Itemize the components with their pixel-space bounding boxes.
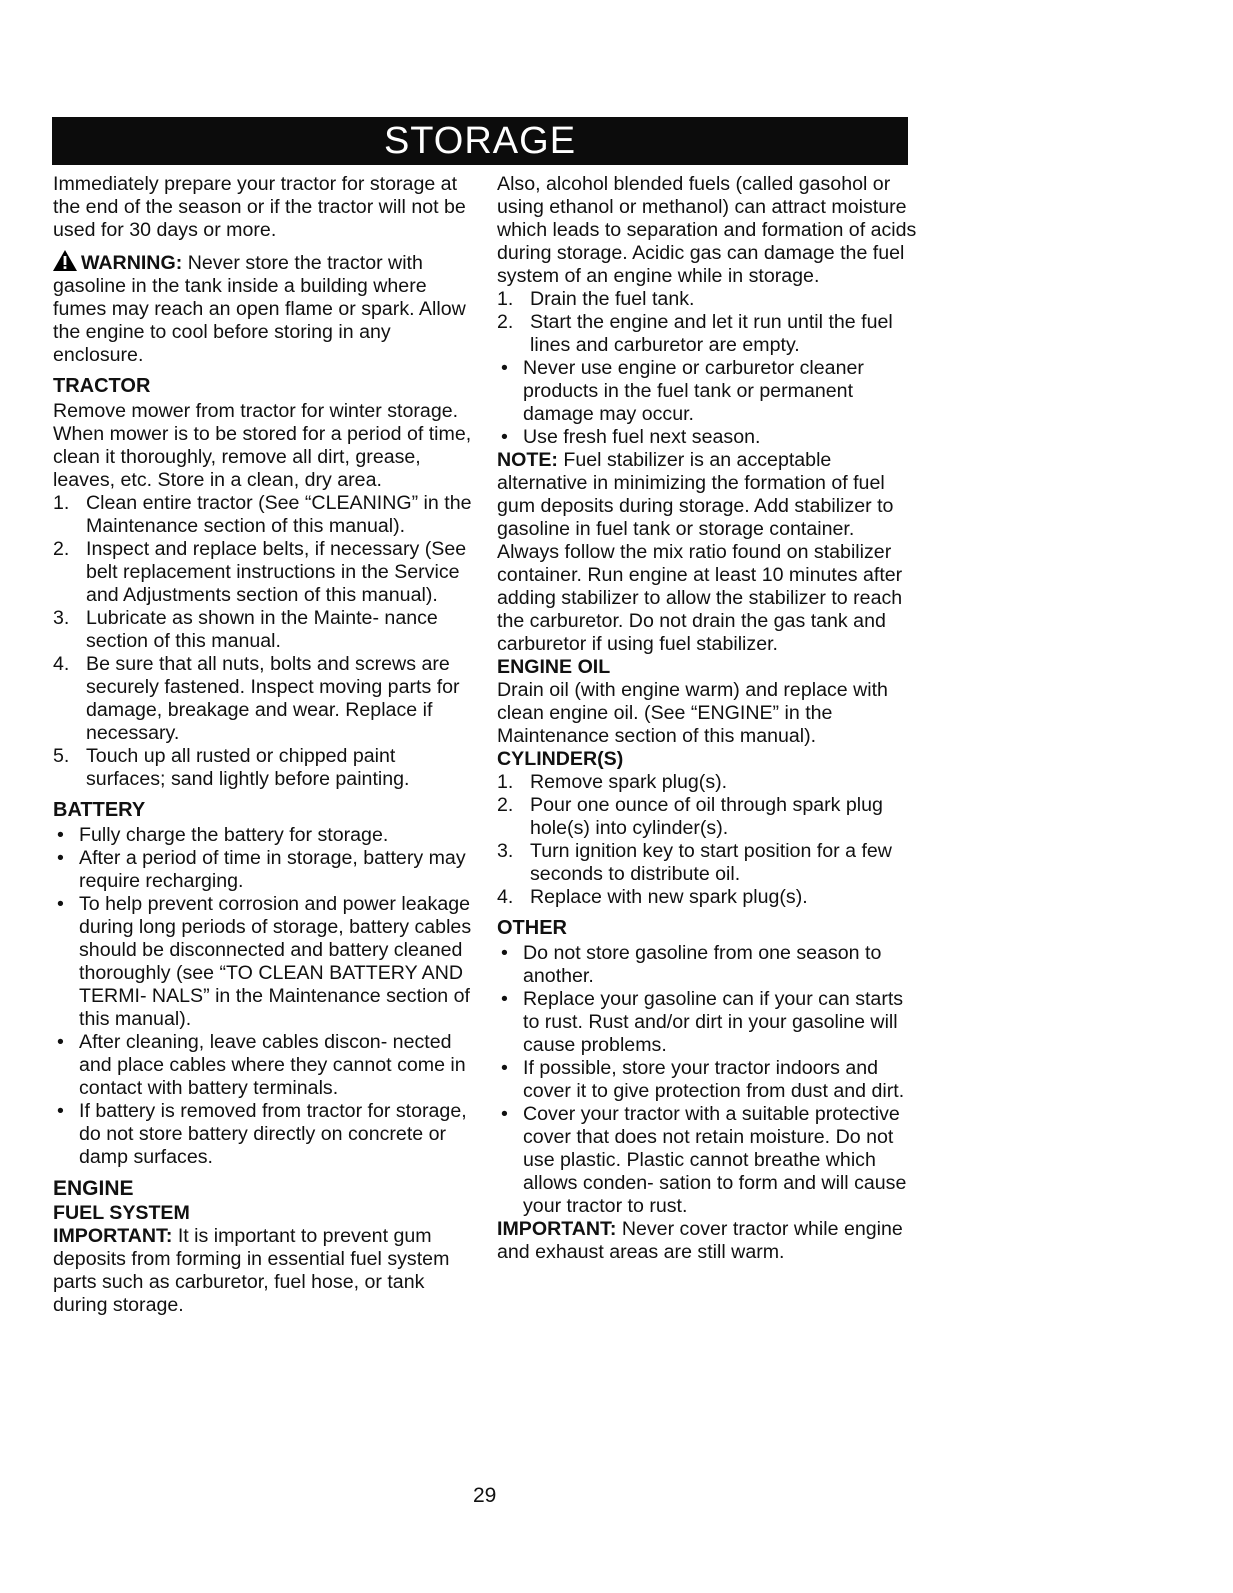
alcohol-fuel-paragraph: Also, alcohol blended fuels (called gasohol or using ethanol or methanol) can attract moisture which leads to separation and formation of acids during storage. Acidic gas can damage the fuel system of an engine while in storage.	[497, 173, 917, 287]
engine-oil-text: Drain oil (with engine warm) and replace with clean engine oil. (See “ENGINE” in the Maintenance section of this manual).	[497, 679, 888, 747]
list-item: 4. Be sure that all nuts, bolts and screws are securely fastened. Inspect moving parts for damage, breakage and wear. Replace if necessary.	[53, 653, 460, 744]
other-heading: OTHER	[497, 917, 567, 939]
list-item: 2. Inspect and replace belts, if necessary (See belt replacement instructions in the Service and Adjustments section of this manual).	[53, 538, 467, 606]
important-cover-label: IMPORTANT:	[497, 1218, 617, 1240]
list-item: 5. Touch up all rusted or chipped paint surfaces; sand lightly before painting.	[53, 745, 410, 790]
list-item: • Replace your gasoline can if your can starts to rust. Rust and/or dirt in your gasoline will cause problems.	[501, 988, 904, 1056]
list-item: 1. Remove spark plug(s).	[497, 771, 728, 793]
important-cover-paragraph	[497, 1218, 917, 1264]
tractor-heading: TRACTOR	[53, 375, 151, 397]
list-item: 3. Lubricate as shown in the Mainte- nance section of this manual.	[53, 607, 438, 652]
important-paragraph	[53, 1225, 473, 1317]
important-cover-text: Never cover tractor while engine and exhaust areas are still warm.	[497, 1218, 903, 1263]
list-item: 2. Start the engine and let it run until the fuel lines and carburetor are empty.	[497, 311, 893, 356]
section-banner	[52, 117, 908, 165]
list-item: • If battery is removed from tractor for storage, do not store battery directly on concrete or damp surfaces.	[57, 1100, 467, 1168]
warning-text: Never store the tractor with gasoline in the tank inside a building where fumes may reach an open flame or spark. Allow the engine to cool before storing in any enclosure.	[53, 252, 466, 366]
other-bullets	[497, 942, 917, 1218]
fuel-steps	[497, 288, 917, 357]
list-item: • Use fresh fuel next season.	[501, 426, 761, 448]
warning-label: WARNING:	[81, 252, 183, 274]
warning-icon	[53, 250, 77, 271]
list-item: • To help prevent corrosion and power leakage during long periods of storage, battery cables should be disconnected and battery cleaned thoroughly (see “TO CLEAN BATTERY AND TERMI- NALS” in the Maintenance section of this manual).	[57, 893, 472, 1030]
list-item: • Cover your tractor with a suitable protective cover that does not retain moisture. Do not use plastic. Plastic cannot breathe which allows conden- sation to form and will cause your tractor to rust.	[501, 1103, 907, 1217]
list-item: • After cleaning, leave cables discon- nected and place cables where they cannot come in contact with battery terminals.	[57, 1031, 466, 1099]
list-item: • Fully charge the battery for storage.	[57, 824, 389, 846]
important-label: IMPORTANT:	[53, 1225, 173, 1247]
list-item: 2. Pour one ounce of oil through spark plug hole(s) into cylinder(s).	[497, 794, 883, 839]
important-text: It is important to prevent gum deposits from forming in essential fuel system parts such as carburetor, fuel hose, or tank during storage.	[53, 1225, 450, 1316]
tractor-steps	[53, 492, 473, 791]
note-text: Fuel stabilizer is an acceptable alternative in minimizing the formation of fuel gum deposits during storage. Add stabilizer to gasoline in fuel tank or storage container. Always follow the mix ratio found on stabilizer container. Run engine at least 10 minutes after adding stabilizer to allow the stabilizer to reach the carburetor. Do not drain the gas tank and carburetor if using fuel stabilizer.	[497, 449, 903, 655]
list-item: 1. Clean entire tractor (See “CLEANING” in the Maintenance section of this manual).	[53, 492, 472, 537]
note-paragraph	[497, 449, 917, 656]
engine-heading: ENGINE	[53, 1177, 134, 1200]
intro-paragraph: Immediately prepare your tractor for storage at the end of the season or if the tractor will not be used for 30 days or more.	[53, 173, 466, 241]
list-item: 3. Turn ignition key to start position for a few seconds to distribute oil.	[497, 840, 892, 885]
engine-oil-heading: ENGINE OIL	[497, 656, 611, 678]
list-item: 1. Drain the fuel tank.	[497, 288, 695, 310]
warning-paragraph	[53, 250, 473, 367]
fuel-bullets	[497, 357, 917, 449]
section-title: STORAGE	[383, 119, 577, 162]
left-column	[53, 173, 473, 1317]
note-label: NOTE:	[497, 449, 558, 471]
list-item: • Never use engine or carburetor cleaner products in the fuel tank or permanent damage may occur.	[501, 357, 864, 425]
battery-heading: BATTERY	[53, 799, 146, 821]
battery-bullets	[53, 824, 473, 1169]
list-item: • If possible, store your tractor indoors and cover it to give protection from dust and dirt.	[501, 1057, 905, 1102]
fuel-system-heading: FUEL SYSTEM	[53, 1202, 190, 1224]
cylinders-heading: CYLINDER(S)	[497, 748, 624, 770]
list-item: 4. Replace with new spark plug(s).	[497, 886, 808, 908]
tractor-text: Remove mower from tractor for winter storage. When mower is to be stored for a period of time, clean it thoroughly, remove all dirt, grease, leaves, etc. Store in a clean, dry area.	[53, 400, 472, 491]
cylinder-steps	[497, 771, 917, 909]
list-item: • After a period of time in storage, battery may require recharging.	[57, 847, 466, 892]
right-column	[497, 173, 917, 1264]
page-number: 29	[473, 1484, 497, 1507]
list-item: • Do not store gasoline from one season to another.	[501, 942, 882, 987]
